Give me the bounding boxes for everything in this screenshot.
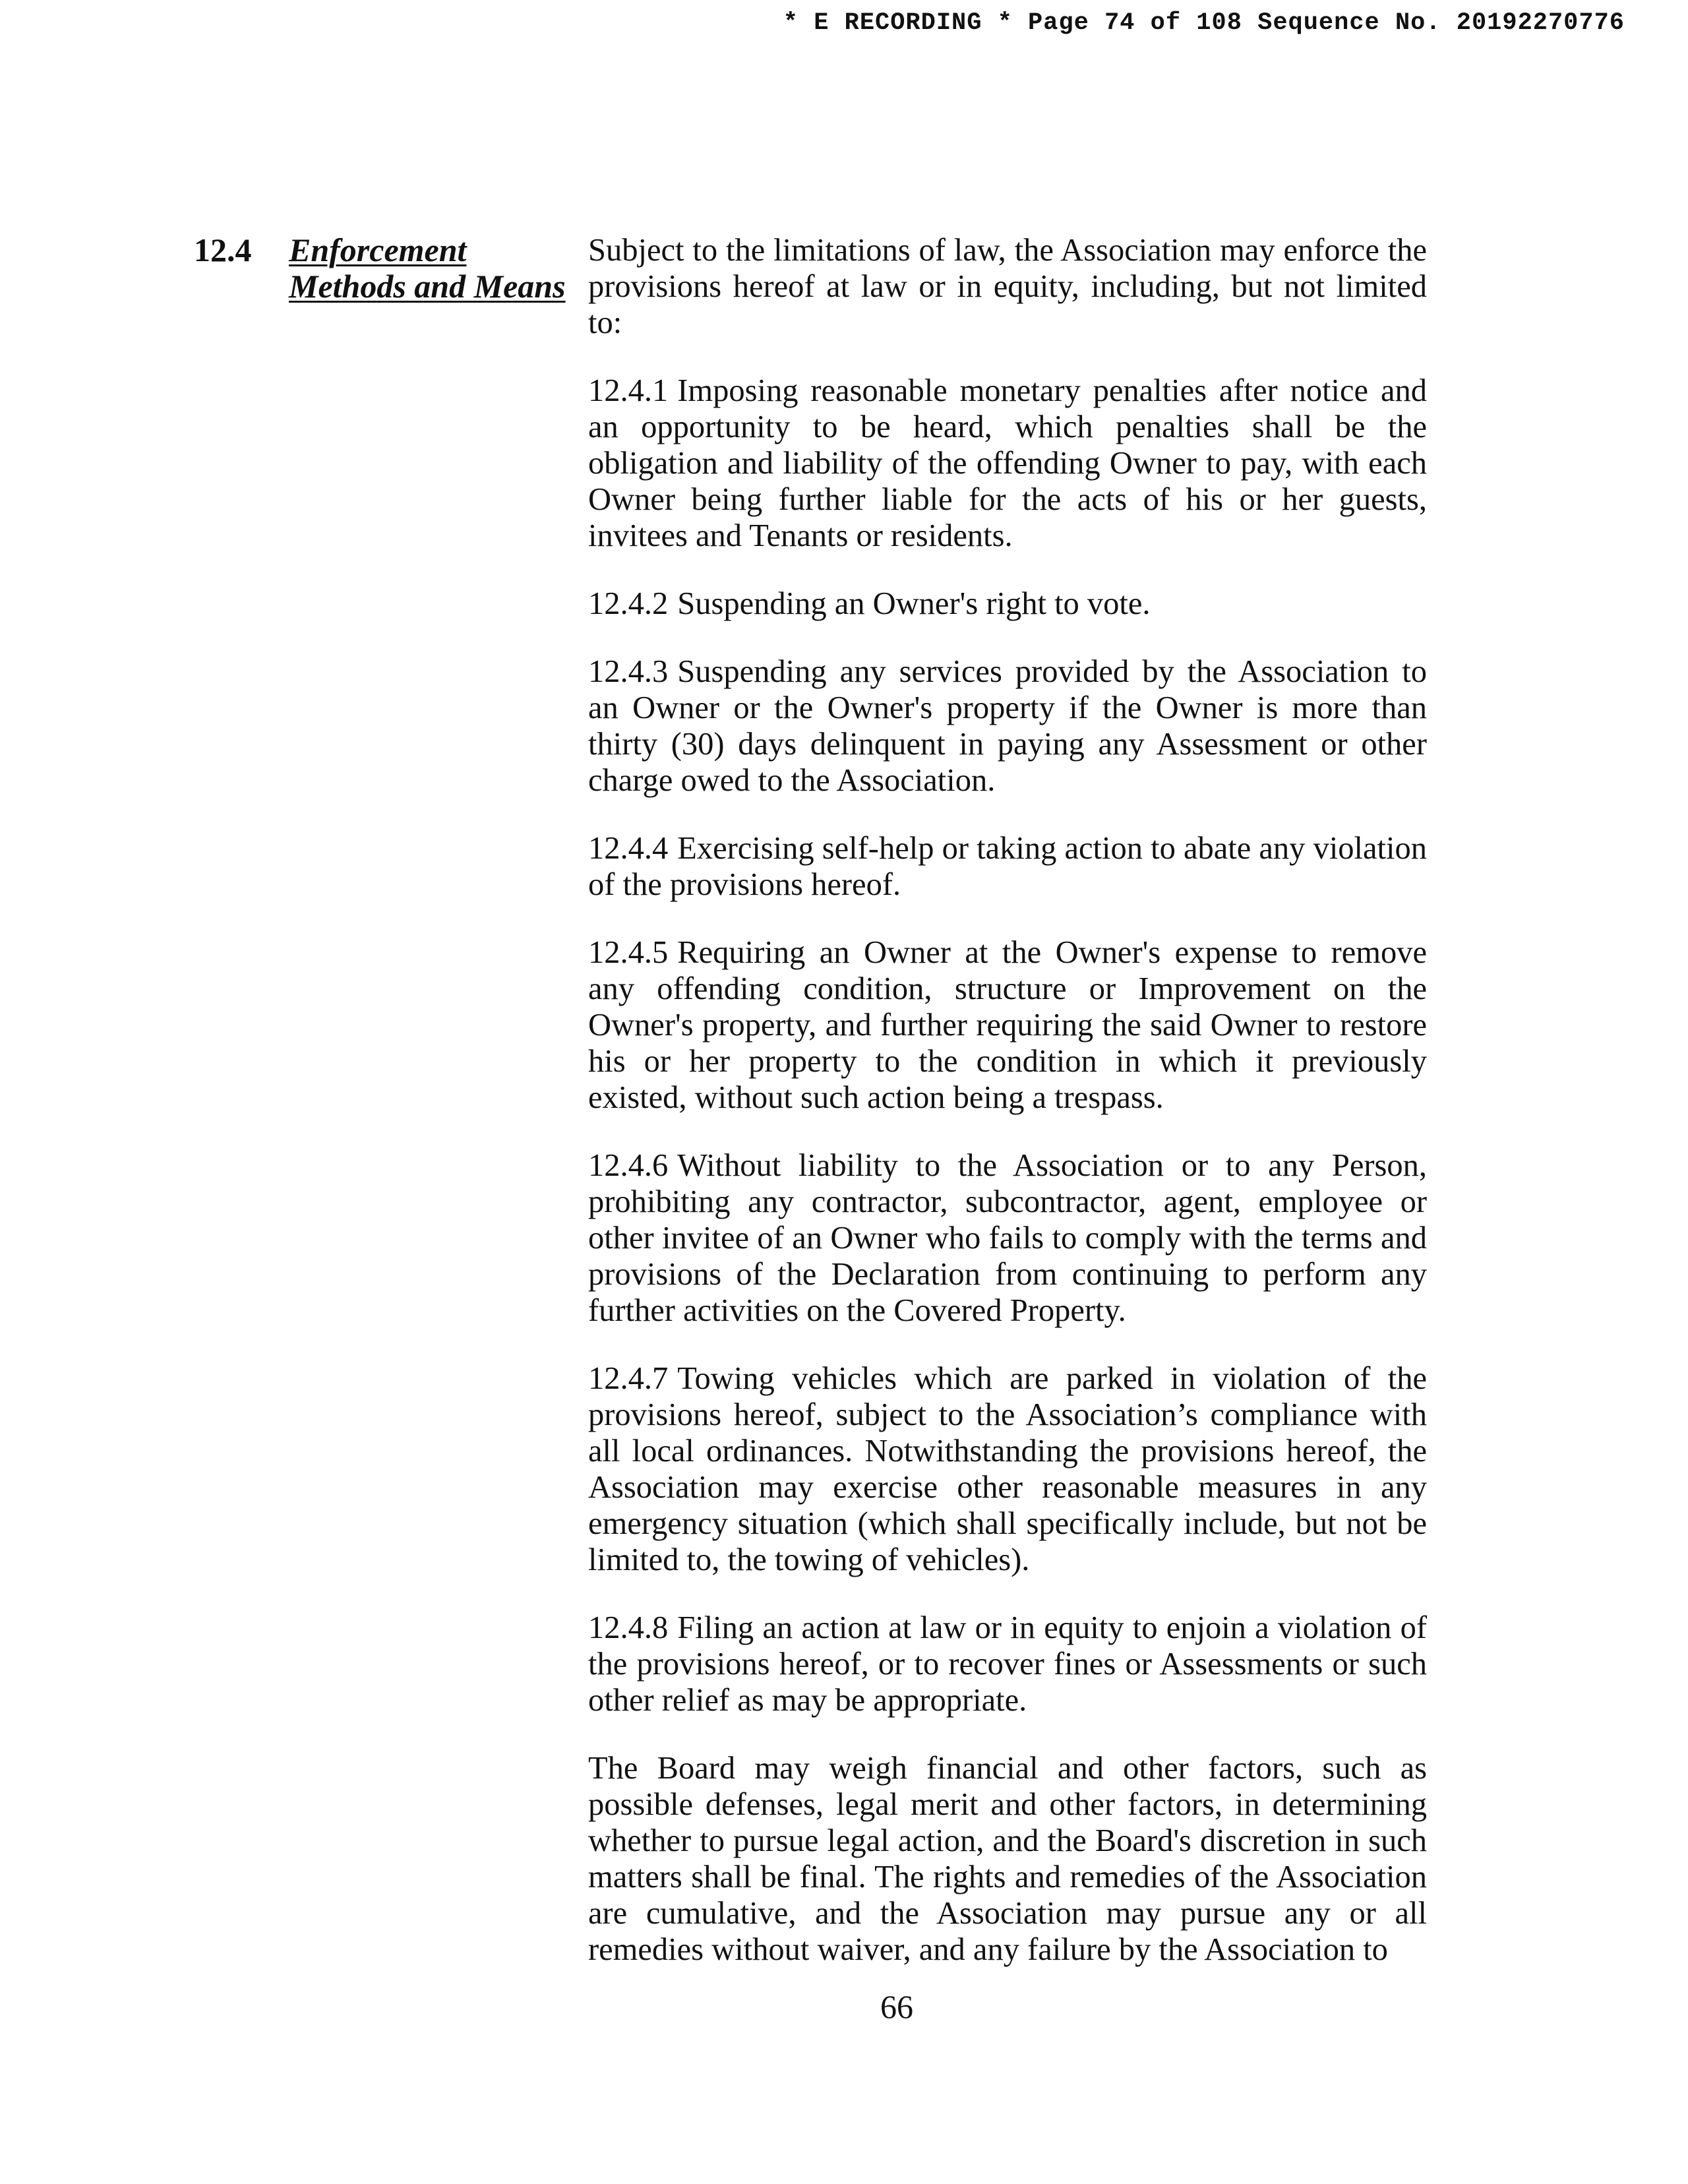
subsection-12-4-4	[588, 830, 1427, 903]
subsection-text: Suspending an Owner's right to vote.	[677, 586, 1151, 621]
subsection-12-4-3	[588, 653, 1427, 799]
section-intro: Subject to the limitations of law, the Association may enforce the provisions hereof at law or in equity, including, but not limited to:	[588, 233, 1427, 340]
subsection-text: Exercising self-help or taking action to abate any violation of the provisions hereof.	[588, 831, 1427, 902]
subsection-number: 12.4.3	[588, 654, 669, 689]
subsection-text: Suspending any services provided by the Association to an Owner or the Owner's property if the Owner is more than thirty (30) days delinquent in paying any Assessment or other charge owed to the Association.	[588, 654, 1427, 798]
subsection-12-4-1	[588, 373, 1427, 554]
subsection-text: Imposing reasonable monetary penalties after notice and an opportunity to be heard, which penalties shall be the obligation and liability of the offending Owner to pay, with each Owner being further liable for the acts of his or her guests, invitees and Tenants or residents.	[588, 373, 1427, 553]
section-heading-line-2: Methods and Means	[289, 268, 566, 305]
subsection-12-4-8	[588, 1610, 1427, 1718]
subsection-12-4-7	[588, 1360, 1427, 1578]
subsection-number: 12.4.4	[588, 831, 669, 866]
section-number: 12.4	[194, 231, 252, 268]
section-heading	[289, 232, 566, 305]
subsection-12-4-6	[588, 1147, 1427, 1329]
subsection-number: 12.4.1	[588, 373, 669, 408]
subsection-text: Requiring an Owner at the Owner's expense to remove any offending condition, structure or Improvement on the Owner's property, and further requiring the said Owner to restore his or her property to the condition in which it previously existed, without such action being a trespass.	[588, 935, 1427, 1115]
closing-paragraph: The Board may weigh financial and other factors, such as possible defenses, legal merit and other factors, in determining whether to pursue legal action, and the Board's discretion in such matters shall be final. The rights and remedies of the Association are cumulative, and the Association may pursue any or all remedies without waiver, and any failure by the Association to	[588, 1751, 1427, 1967]
subsection-12-4-2	[588, 586, 1427, 622]
subsection-text: Towing vehicles which are parked in violation of the provisions hereof, subject to the Association’s compliance with all local ordinances. Notwithstanding the provisions hereof, the Association may exercise other reasonable measures in any emergency situation (which shall specifically include, but not be limited to, the towing of vehicles).	[588, 1361, 1427, 1577]
section-body	[588, 232, 1427, 1999]
subsection-number: 12.4.7	[588, 1361, 669, 1396]
subsection-number: 12.4.8	[588, 1610, 669, 1645]
page-number: 66	[880, 1988, 913, 2025]
subsection-text: Filing an action at law or in equity to enjoin a violation of the provisions hereof, or to recover fines or Assessments or such other relief as may be appropriate.	[588, 1610, 1427, 1718]
subsection-number: 12.4.6	[588, 1148, 669, 1183]
subsection-number: 12.4.5	[588, 935, 669, 970]
recording-header: * E RECORDING * Page 74 of 108 Sequence No. 20192270776	[783, 9, 1625, 37]
subsection-number: 12.4.2	[588, 586, 669, 621]
subsection-12-4-5	[588, 934, 1427, 1116]
section-heading-line-1: Enforcement	[289, 231, 467, 268]
subsection-text: Without liability to the Association or to any Person, prohibiting any contractor, subcontractor, agent, employee or other invitee of an Owner who fails to comply with the terms and provisions of the Declaration from continuing to perform any further activities on the Covered Property.	[588, 1148, 1427, 1328]
